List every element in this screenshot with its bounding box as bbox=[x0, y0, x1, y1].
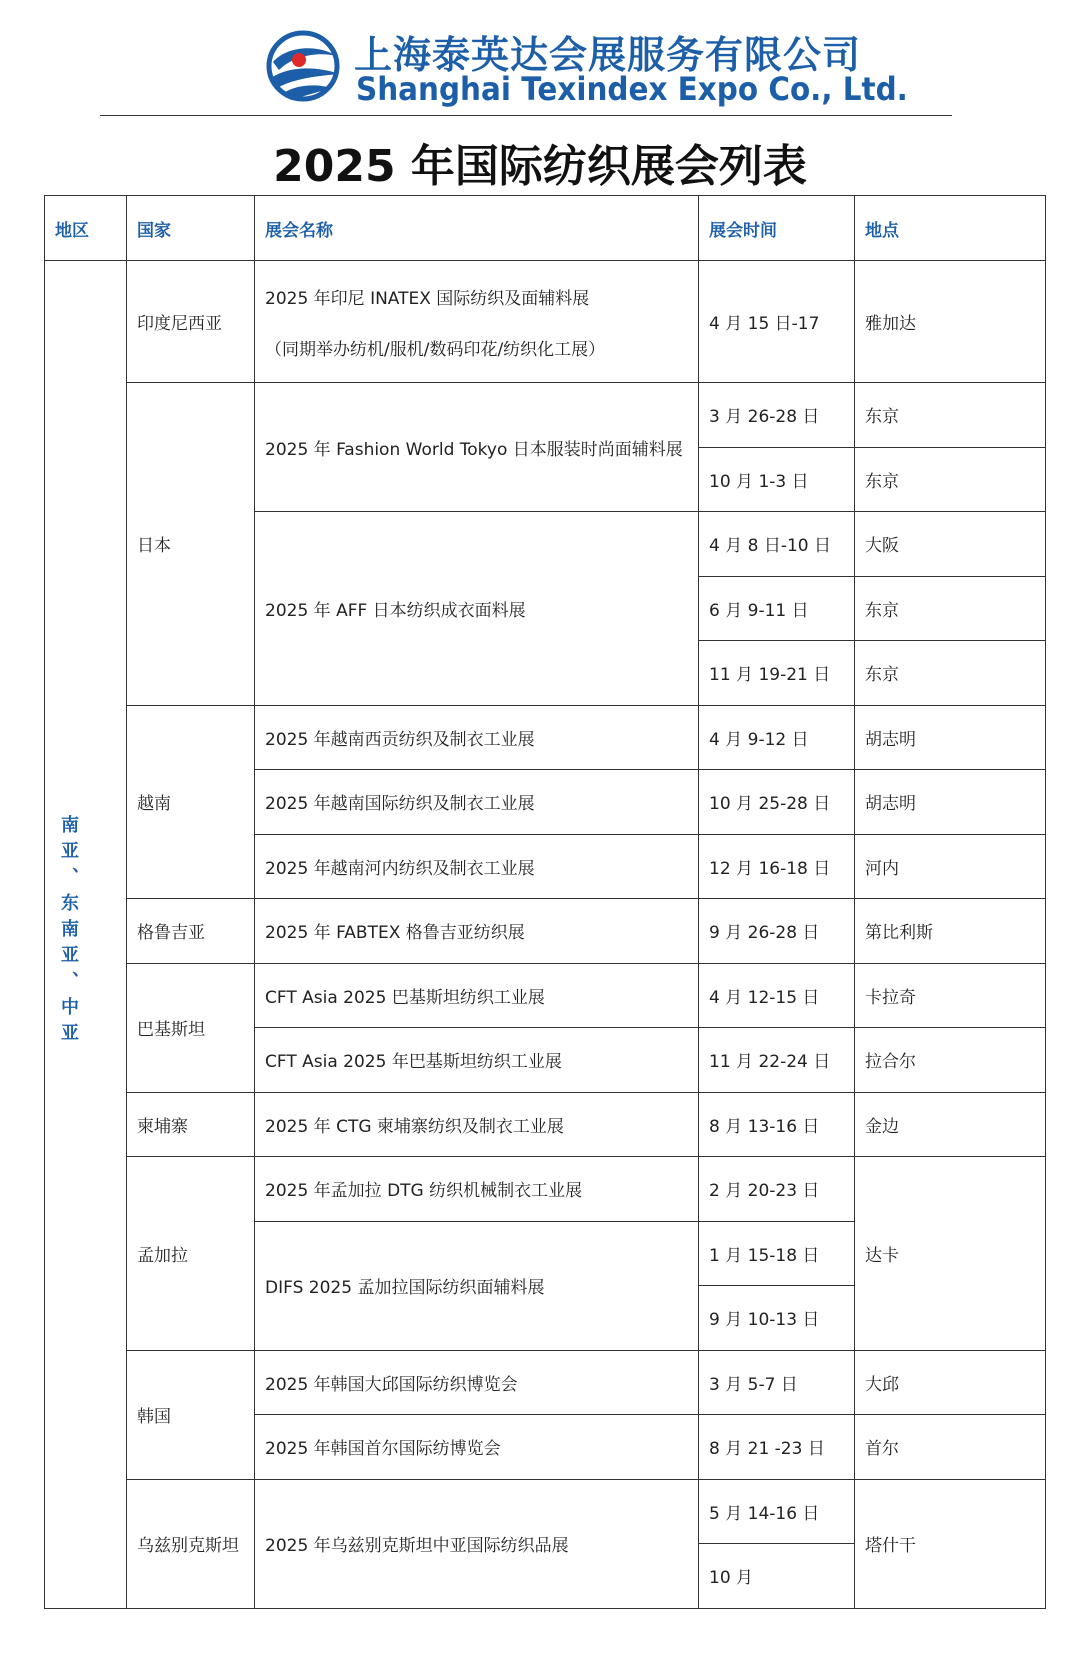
expo-name-cell: 2025 年 AFF 日本纺织成衣面料展 bbox=[255, 512, 699, 706]
expo-name-cell: 2025 年 FABTEX 格鲁吉亚纺织展 bbox=[255, 899, 699, 964]
date-cell: 10 月 25-28 日 bbox=[699, 770, 855, 835]
region-cell bbox=[45, 261, 127, 1609]
expo-name-cell: CFT Asia 2025 巴基斯坦纺织工业展 bbox=[255, 963, 699, 1028]
expo-name-cell: 2025 年越南西贡纺织及制衣工业展 bbox=[255, 705, 699, 770]
date-cell: 4 月 9-12 日 bbox=[699, 705, 855, 770]
expo-name-cell bbox=[255, 261, 699, 383]
expo-table bbox=[44, 195, 1046, 1609]
expo-name-cell: 2025 年乌兹别克斯坦中亚国际纺织品展 bbox=[255, 1479, 699, 1608]
expo-name: 2025 年印尼 INATEX 国际纺织及面辅料展 bbox=[265, 288, 590, 309]
place-cell: 卡拉奇 bbox=[855, 963, 1046, 1028]
place-cell: 胡志明 bbox=[855, 705, 1046, 770]
header-expo-name: 展会名称 bbox=[255, 196, 699, 261]
table-row bbox=[45, 1479, 1046, 1544]
place-cell: 东京 bbox=[855, 447, 1046, 512]
table-row bbox=[45, 963, 1046, 1028]
date-cell: 2 月 20-23 日 bbox=[699, 1157, 855, 1222]
country-cell: 乌兹别克斯坦 bbox=[127, 1479, 255, 1608]
place-cell: 大阪 bbox=[855, 512, 1046, 577]
date-cell: 5 月 14-16 日 bbox=[699, 1479, 855, 1544]
date-cell: 10 月 1-3 日 bbox=[699, 447, 855, 512]
table-row bbox=[45, 705, 1046, 770]
table-row bbox=[45, 1092, 1046, 1157]
place-cell: 首尔 bbox=[855, 1415, 1046, 1480]
country-cell: 格鲁吉亚 bbox=[127, 899, 255, 964]
place-cell: 金边 bbox=[855, 1092, 1046, 1157]
place-cell: 胡志明 bbox=[855, 770, 1046, 835]
place-cell: 河内 bbox=[855, 834, 1046, 899]
country-cell: 孟加拉 bbox=[127, 1157, 255, 1351]
date-cell: 4 月 8 日-10 日 bbox=[699, 512, 855, 577]
header-region: 地区 bbox=[45, 196, 127, 261]
place-cell: 第比利斯 bbox=[855, 899, 1046, 964]
country-cell: 印度尼西亚 bbox=[127, 261, 255, 383]
date-cell: 10 月 bbox=[699, 1544, 855, 1609]
header-divider bbox=[100, 115, 952, 116]
place-cell: 雅加达 bbox=[855, 261, 1046, 383]
region-label: 南亚、东南亚、中亚 bbox=[58, 814, 79, 1049]
table-row bbox=[45, 899, 1046, 964]
table-row bbox=[45, 383, 1046, 448]
table-row bbox=[45, 261, 1046, 383]
place-cell: 拉合尔 bbox=[855, 1028, 1046, 1093]
date-cell: 4 月 15 日-17 bbox=[699, 261, 855, 383]
globe-logo-icon bbox=[265, 26, 345, 106]
table-row bbox=[45, 1157, 1046, 1222]
country-cell: 柬埔寨 bbox=[127, 1092, 255, 1157]
date-cell: 6 月 9-11 日 bbox=[699, 576, 855, 641]
date-cell: 1 月 15-18 日 bbox=[699, 1221, 855, 1286]
table-header-row bbox=[45, 196, 1046, 261]
company-name-cn: 上海泰英达会展服务有限公司 bbox=[354, 33, 862, 77]
letterhead bbox=[0, 0, 1080, 120]
date-cell: 12 月 16-18 日 bbox=[699, 834, 855, 899]
place-cell: 东京 bbox=[855, 641, 1046, 706]
place-cell: 东京 bbox=[855, 383, 1046, 448]
expo-name-cell: DIFS 2025 孟加拉国际纺织面辅料展 bbox=[255, 1221, 699, 1350]
date-cell: 3 月 26-28 日 bbox=[699, 383, 855, 448]
expo-name-cell: 2025 年韩国首尔国际纺博览会 bbox=[255, 1415, 699, 1480]
page-title: 2025 年国际纺织展会列表 bbox=[273, 141, 807, 192]
expo-name-cell: 2025 年韩国大邱国际纺织博览会 bbox=[255, 1350, 699, 1415]
date-cell: 11 月 19-21 日 bbox=[699, 641, 855, 706]
company-name-en: Shanghai Texindex Expo Co., Ltd. bbox=[356, 70, 908, 108]
place-cell: 达卡 bbox=[855, 1157, 1046, 1351]
expo-subtitle: （同期举办纺机/服机/数码印花/纺织化工展） bbox=[265, 339, 606, 360]
country-cell: 日本 bbox=[127, 383, 255, 706]
date-cell: 3 月 5-7 日 bbox=[699, 1350, 855, 1415]
place-cell: 东京 bbox=[855, 576, 1046, 641]
expo-name-cell: 2025 年越南河内纺织及制衣工业展 bbox=[255, 834, 699, 899]
date-cell: 9 月 10-13 日 bbox=[699, 1286, 855, 1351]
expo-name-cell: CFT Asia 2025 年巴基斯坦纺织工业展 bbox=[255, 1028, 699, 1093]
header-location: 地点 bbox=[855, 196, 1046, 261]
expo-name-cell: 2025 年孟加拉 DTG 纺织机械制衣工业展 bbox=[255, 1157, 699, 1222]
date-cell: 4 月 12-15 日 bbox=[699, 963, 855, 1028]
company-logo bbox=[265, 26, 345, 106]
country-cell: 越南 bbox=[127, 705, 255, 899]
date-cell: 8 月 13-16 日 bbox=[699, 1092, 855, 1157]
country-cell: 韩国 bbox=[127, 1350, 255, 1479]
expo-name-cell: 2025 年 CTG 柬埔寨纺织及制衣工业展 bbox=[255, 1092, 699, 1157]
date-cell: 8 月 21 -23 日 bbox=[699, 1415, 855, 1480]
expo-name-cell: 2025 年越南国际纺织及制衣工业展 bbox=[255, 770, 699, 835]
date-cell: 11 月 22-24 日 bbox=[699, 1028, 855, 1093]
expo-name-cell: 2025 年 Fashion World Tokyo 日本服装时尚面辅料展 bbox=[255, 383, 699, 512]
date-cell: 9 月 26-28 日 bbox=[699, 899, 855, 964]
place-cell: 塔什干 bbox=[855, 1479, 1046, 1608]
header-country: 国家 bbox=[127, 196, 255, 261]
place-cell: 大邱 bbox=[855, 1350, 1046, 1415]
country-cell: 巴基斯坦 bbox=[127, 963, 255, 1092]
table-row bbox=[45, 1350, 1046, 1415]
header-expo-date: 展会时间 bbox=[699, 196, 855, 261]
